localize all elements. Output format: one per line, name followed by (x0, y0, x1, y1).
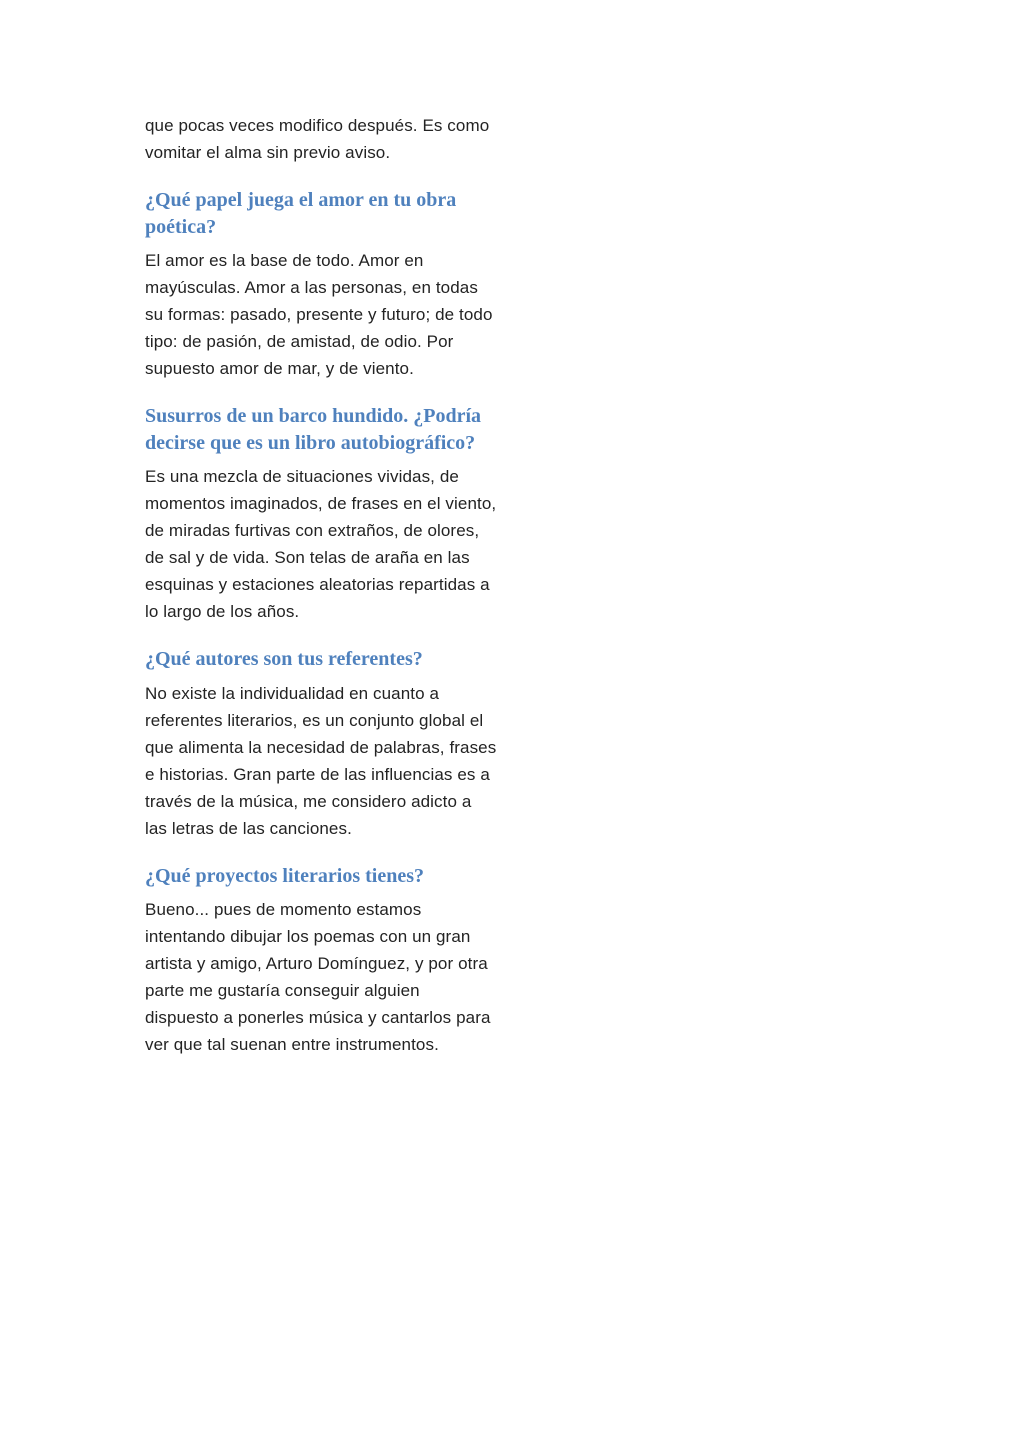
text-column (145, 112, 497, 1058)
interview-section (145, 403, 497, 625)
answer-paragraph: Es una mezcla de situaciones vividas, de momentos imaginados, de frases en el viento, de miradas furtivas con extraños, de olores, de sal y de vida. Son telas de araña en las esquinas y estaciones aleatorias repartidas a lo largo de los años. (145, 467, 497, 621)
question-heading: Susurros de un barco hundido. ¿Podría decirse que es un libro autobiográfico? (145, 405, 482, 454)
answer-paragraph: El amor es la base de todo. Amor en mayúsculas. Amor a las personas, en todas su formas: pasado, presente y futuro; de todo tipo: de pasión, de amistad, de odio. Por supuesto amor de mar, y de viento. (145, 251, 493, 378)
interview-section (145, 646, 497, 842)
answer-paragraph: Bueno... pues de momento estamos intentando dibujar los poemas con un gran artista y amigo, Arturo Domínguez, y por otra parte me gustaría conseguir alguien dispuesto a ponerles música y cantarlos para ver que tal suenan entre instrumentos. (145, 900, 491, 1054)
question-heading: ¿Qué autores son tus referentes? (145, 648, 423, 670)
question-heading: ¿Qué papel juega el amor en tu obra poética? (145, 189, 457, 238)
question-heading: ¿Qué proyectos literarios tienes? (145, 864, 425, 887)
answer-paragraph: que pocas veces modifico después. Es como vomitar el alma sin previo aviso. (145, 116, 490, 162)
interview-section (145, 863, 497, 1059)
interview-section (145, 112, 497, 166)
interview-section (145, 187, 497, 382)
answer-paragraph: No existe la individualidad en cuanto a referentes literarios, es un conjunto global el que alimenta la necesidad de palabras, frases e historias. Gran parte de las influencias es a través de la música, me considero adicto a las letras de las canciones. (145, 683, 497, 838)
